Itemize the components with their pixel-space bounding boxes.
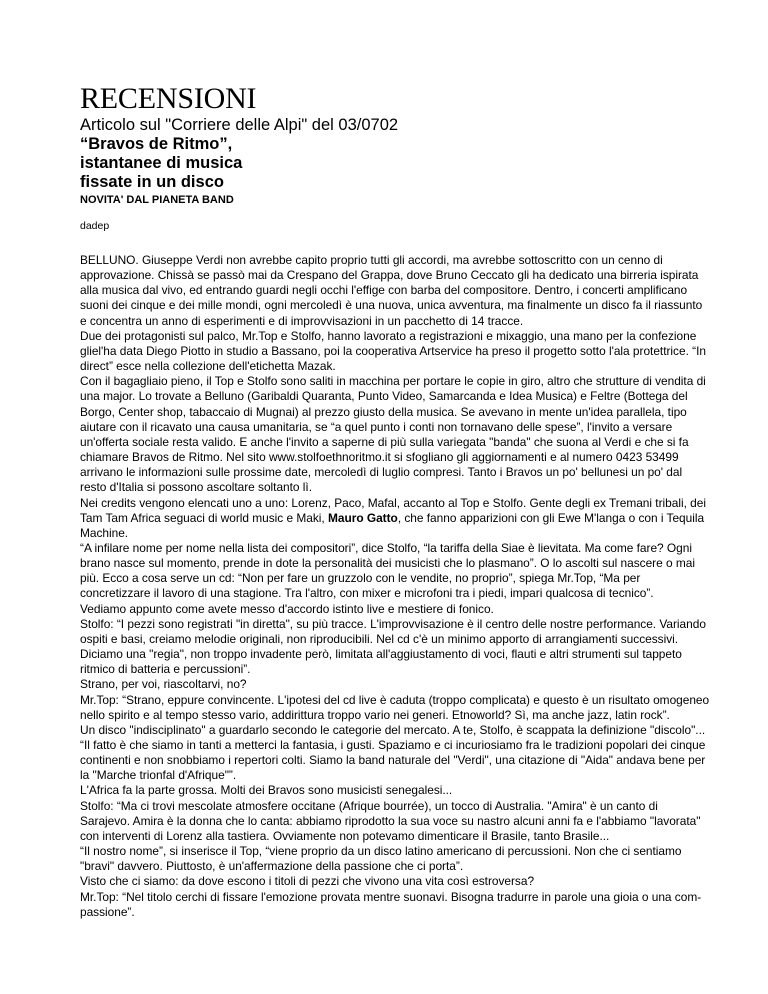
article-paragraph: Un disco "indisciplinato" a guardarlo secondo le categorie del mercato. A te, Stolfo, è scappata la definizione "discolo"... bbox=[80, 722, 706, 737]
article-page bbox=[80, 82, 710, 920]
article-source: Articolo sul "Corriere delle Alpi" del 03/0702 bbox=[80, 116, 399, 134]
highlighted-name: Mauro Gatto bbox=[328, 510, 398, 525]
article-paragraph: “Il nostro nome”, si inserisce il Top, “viene proprio da un disco latino americano di percussioni. Non che ci sentiamo "bravi" davvero. Piuttosto, è un'affermazione della passione che ci porta”. bbox=[80, 844, 682, 874]
article-paragraph: “Il fatto è che siamo in tanti a metterci la fantasia, i gusti. Spaziamo e ci incuriosiamo fra le tradizioni popolari dei cinque continenti e non snobbiamo i repertori colti. Siamo la band naturale del "Verdi", una citazione di "Aida" andava bene per la "Marche trionfal d'Afrique"”. bbox=[80, 738, 706, 783]
article-paragraph: Con il bagagliaio pieno, il Top e Stolfo sono saliti in macchina per portare le copie in giro, altro che strutture di vendita di una major. Lo trovate a Belluno (Garibaldi Quaranta, Punto Video, Samarcanda e Idea Musica) e Feltre (Bottega del Borgo, Center shop, tabaccaio di Mugnai) al prezzo giusto della musica. Se avevano in mente un'idea parallela, tipo aiutare con il ricavato una causa umanitaria, se “a quel punto i conti non tornavano delle spese”, l'invito a versare un'offerta sociale resta valido. E anche l'invito a saperne di più sulla variegata "banda" che suona al Verdi e che si fa chiamare Bravos de Ritmo. Nel sito www.stolfoethnoritmo.it si sfogliano gli aggiornamenti e al numero 0423 53499 arrivano le informazioni sulle prossime date, mercoledì di luglio compresi. Tanto i Bravos un po' bellunesi un po' dal resto d'Italia si possono ascoltare soltanto lì. bbox=[80, 374, 706, 495]
article-paragraph: Nei credits vengono elencati uno a uno: Lorenz, Paco, Mafal, accanto al Top e Stolfo. Gente degli ex Tremani tribali, dei Tam Tam Africa seguaci di world music e Maki, Mauro Gatto, che fanno apparizioni con gli Ewe M'langa o con i Tequila Machine. bbox=[80, 495, 706, 540]
article-paragraph: Due dei protagonisti sul palco, Mr.Top e Stolfo, hanno lavorato a registrazioni e mixaggio, una mano per la confezione gliel'ha data Diego Piotto in studio a Bassano, poi la cooperativa Artservice ha preso il progetto sotto l'ala protettrice. “In direct” esce nella collezione dell'etichetta Mazak. bbox=[80, 328, 706, 374]
article-paragraph: Mr.Top: “Strano, eppure convincente. L'ipotesi del cd live è caduta (troppo complicata) e questo è un risultato omogeneo nello spirito e al tempo stesso vario, addirittura troppo vario nei generi. Etnoworld? Sì, ma anche jazz, latin rock”. bbox=[80, 692, 710, 722]
article-author: dadep bbox=[80, 220, 110, 232]
article-paragraph: Mr.Top: “Nel titolo cerchi di fissare l'emozione provata mentre suonavi. Bisogna tradurre in parole una gioia o una com-passione”. bbox=[80, 889, 702, 919]
article-paragraph: L'Africa fa la parte grossa. Molti dei Bravos sono musicisti senegalesi... bbox=[80, 783, 453, 798]
article-title-line: “Bravos de Ritmo”, bbox=[80, 135, 233, 153]
article-paragraph: BELLUNO. Giuseppe Verdi non avrebbe capito proprio tutti gli accordi, ma avrebbe sottoscritto con un cenno di approvazione. Chissà se passò mai da Crespano del Grappa, dove Bruno Ceccato gli ha dedicato una birreria ispirata alla musica dal vivo, ed entrando guardi negli occhi l'effige con barba del compositore. Dentro, i concerti amplificano suoni dei cinque e dei mille mondi, ogni mercoledì è una nuova, unica avventura, ma finalmente un disco fa il riassunto e concentra un anno di esperimenti e di improvvisazioni in un pacchetto di 14 tracce. bbox=[80, 253, 703, 328]
article-paragraph: Stolfo: “I pezzi sono registrati "in diretta", su più tracce. L'improvvisazione è il centro delle nostre performance. Variando ospiti e basi, creiamo melodie originali, non riproducibili. Nel cd c'è un minimo apporto di arrangiamenti successivi. Diciamo una "regia", non troppo invadente però, limitata all'aggiustamento di voci, flauti e altri strumenti sul tappeto ritmico di batteria e percussioni”. bbox=[80, 616, 706, 677]
article-paragraph: “A infilare nome per nome nella lista dei compositori”, dice Stolfo, “la tariffa della Siae è lievitata. Ma come fare? Ogni brano nasce sul momento, prende in dote la personalità dei musicisti che lo plasmano”. O lo ascolti sul nascere o mai più. Ecco a cosa serve un cd: “Non per fare un gruzzolo con le vendite, no proprio”, spiega Mr.Top, “Ma per concretizzare il lavoro di una stagione. Tra l'altro, con mixer e microfoni tra i piedi, impari qualcosa di tecnico”. bbox=[80, 540, 695, 601]
article-paragraph: Visto che ci siamo: da dove escono i titoli di pezzi che vivono una vita così estroversa? bbox=[80, 874, 535, 889]
article-title-line: fissate in un disco bbox=[80, 173, 224, 191]
article-paragraph: Vediamo appunto come avete messo d'accordo istinto live e mestiere di fonico. bbox=[80, 601, 494, 616]
article-kicker: NOVITA' DAL PIANETA BAND bbox=[80, 194, 234, 206]
article-body bbox=[80, 253, 710, 920]
article-paragraph: Strano, per voi, riascoltarvi, no? bbox=[80, 677, 247, 692]
article-paragraph: Stolfo: “Ma ci trovi mescolate atmosfere occitane (Afrique bourrée), un tocco di Australia. "Amira" è un canto di Sarajevo. Amira è la donna che lo canta: abbiamo riprodotto la sua voce su nastro alcuni anni fa e l'abbiamo "lavorata" con interventi di Lorenz alla tastiera. Ovviamente non potevamo dimenticare il Brasile, tanto Brasile... bbox=[80, 798, 701, 843]
section-heading: RECENSIONI bbox=[80, 82, 257, 115]
article-title-line: istantanee di musica bbox=[80, 154, 243, 172]
